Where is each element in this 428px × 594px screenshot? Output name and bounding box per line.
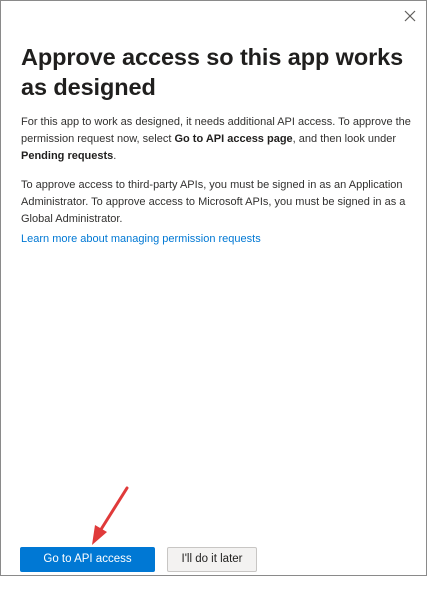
learn-more-link[interactable]: Learn more about managing permission requests (21, 233, 261, 245)
instructions-paragraph (21, 114, 416, 165)
api-access-page-emphasis: Go to API access page (174, 133, 293, 145)
close-icon[interactable] (403, 9, 417, 23)
dialog-title: Approve access so this app works as designed (21, 44, 404, 100)
do-it-later-button[interactable]: I'll do it later (167, 547, 257, 572)
pending-requests-emphasis: Pending requests (21, 150, 114, 162)
instructions-text-b: , and then look under (292, 133, 397, 145)
admin-requirements-paragraph: To approve access to third-party APIs, you must be signed in as an Application Administrator. To approve access to Microsoft APIs, you must be signed in as a Global Administrator. (21, 179, 406, 225)
instructions-text-a: For this app to work as designed, it needs additional API access. To approve the permission request now, select (21, 116, 411, 145)
go-to-api-access-button[interactable]: Go to API access page (20, 547, 155, 572)
instructions-text-c: . (113, 150, 117, 162)
